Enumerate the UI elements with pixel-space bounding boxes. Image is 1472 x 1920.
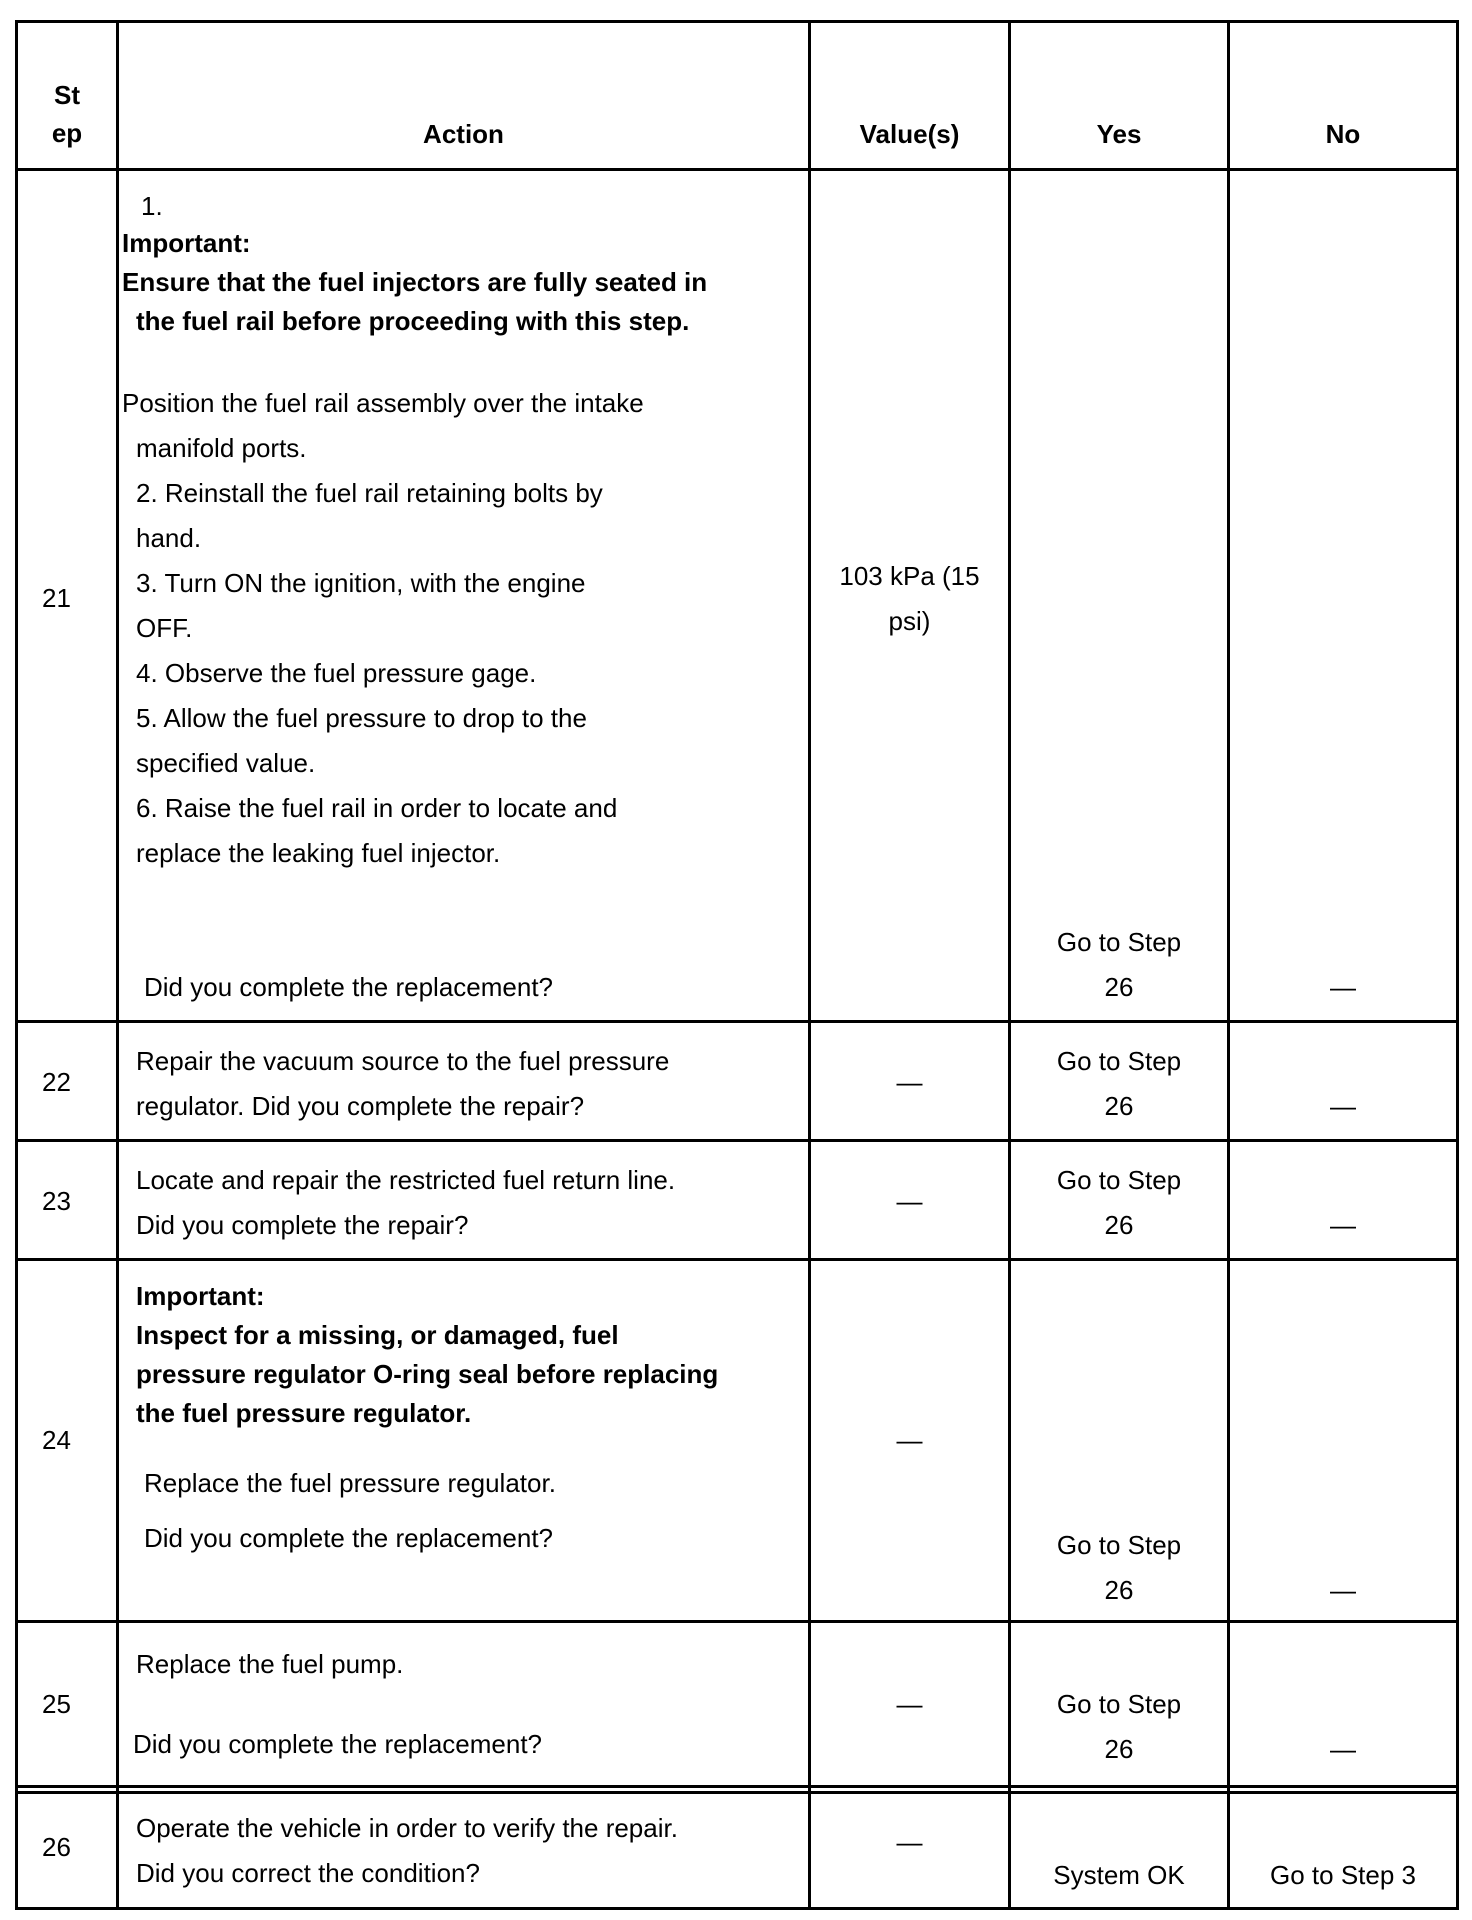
- row-rule-25: [15, 1785, 1459, 1788]
- row25-yes-2: 26: [1104, 1734, 1134, 1764]
- step-22: 22: [42, 1067, 71, 1097]
- row23-action-2: Did you complete the repair?: [136, 1210, 469, 1240]
- row23-no: —: [1330, 1210, 1356, 1240]
- table-border-top: [15, 20, 1459, 23]
- row21-action-p1: Position the fuel rail assembly over the intake: [122, 388, 644, 418]
- row21-step5a: 5. Allow the fuel pressure to drop to the: [136, 703, 587, 733]
- step-21: 21: [42, 583, 71, 613]
- row26-yes: System OK: [1053, 1860, 1185, 1890]
- col-border-left: [15, 20, 18, 1910]
- row21-important-1: Ensure that the fuel injectors are fully seated in: [122, 267, 708, 297]
- row26-action-1: Operate the vehicle in order to verify the repair.: [136, 1813, 678, 1843]
- row25-no: —: [1330, 1734, 1356, 1764]
- header-action: Action: [423, 119, 504, 149]
- header-yes: Yes: [1096, 119, 1142, 149]
- row23-yes-1: Go to Step: [1056, 1165, 1182, 1195]
- header-no: No: [1325, 119, 1361, 149]
- row21-yes-2: 26: [1104, 972, 1134, 1002]
- row-rule-23: [15, 1258, 1459, 1261]
- row22-value: —: [896, 1067, 923, 1097]
- col-rule-action: [808, 20, 811, 1910]
- row21-step6a: 6. Raise the fuel rail in order to locate and: [136, 793, 618, 823]
- row24-important: Important:: [136, 1281, 265, 1311]
- row22-yes-1: Go to Step: [1056, 1046, 1182, 1076]
- row22-yes-2: 26: [1104, 1091, 1134, 1121]
- row25-value: —: [896, 1689, 923, 1719]
- row-rule-21: [15, 1020, 1459, 1023]
- row21-step2a: 2. Reinstall the fuel rail retaining bolts by: [136, 478, 603, 508]
- step-26: 26: [42, 1832, 71, 1862]
- row24-yes-1: Go to Step: [1056, 1530, 1182, 1560]
- row21-question: Did you complete the replacement?: [144, 972, 554, 1002]
- header-step-line2: ep: [51, 118, 83, 148]
- row21-step5b: specified value.: [136, 748, 316, 778]
- row23-yes-2: 26: [1104, 1210, 1134, 1240]
- row26-no: Go to Step 3: [1270, 1860, 1416, 1890]
- row-rule-22: [15, 1139, 1459, 1142]
- row21-step3b: OFF.: [136, 613, 193, 643]
- row-rule-24: [15, 1620, 1459, 1623]
- row21-important-2: the fuel rail before proceeding with this step.: [136, 306, 690, 336]
- row24-important-1: Inspect for a missing, or damaged, fuel: [136, 1320, 619, 1350]
- row21-value-1: 103 kPa (15: [839, 561, 980, 591]
- col-border-right: [1456, 20, 1459, 1910]
- step-23: 23: [42, 1186, 71, 1216]
- row24-no: —: [1330, 1575, 1356, 1605]
- header-step-line1: St: [54, 80, 80, 110]
- row21-step4: 4. Observe the fuel pressure gage.: [136, 658, 537, 688]
- row21-line0: 1.: [141, 191, 163, 221]
- row25-action-1: Replace the fuel pump.: [136, 1649, 404, 1679]
- row21-no: —: [1330, 972, 1356, 1002]
- row22-action-1: Repair the vacuum source to the fuel pressure: [136, 1046, 670, 1076]
- row25-yes-1: Go to Step: [1056, 1689, 1182, 1719]
- header-step: [18, 76, 116, 152]
- row23-value: —: [896, 1186, 923, 1216]
- row24-important-2: pressure regulator O-ring seal before replacing: [136, 1359, 719, 1389]
- row22-no: —: [1330, 1091, 1356, 1121]
- table-border-bottom: [15, 1907, 1459, 1910]
- row24-action-1: Replace the fuel pressure regulator.: [144, 1468, 556, 1498]
- row25-action-2: Did you complete the replacement?: [133, 1729, 543, 1759]
- row23-action-1: Locate and repair the restricted fuel return line.: [136, 1165, 676, 1195]
- row21-step3a: 3. Turn ON the ignition, with the engine: [136, 568, 586, 598]
- row24-action-2: Did you complete the replacement?: [144, 1523, 554, 1553]
- row21-important: Important:: [122, 228, 251, 258]
- header-rule: [15, 168, 1459, 171]
- row24-value: —: [896, 1425, 923, 1455]
- row24-important-3: the fuel pressure regulator.: [136, 1398, 472, 1428]
- step-24: 24: [42, 1425, 71, 1455]
- row21-yes-1: Go to Step: [1056, 927, 1182, 957]
- row21-action-p2: manifold ports.: [136, 433, 307, 463]
- row-rule-25b: [15, 1791, 1459, 1794]
- row26-value: —: [896, 1827, 923, 1857]
- col-rule-step: [116, 20, 119, 1910]
- row21-value-2: psi): [888, 606, 931, 636]
- row22-action-2: regulator. Did you complete the repair?: [136, 1091, 585, 1121]
- row21-step6b: replace the leaking fuel injector.: [136, 838, 501, 868]
- row24-yes-2: 26: [1104, 1575, 1134, 1605]
- row26-action-2: Did you correct the condition?: [136, 1858, 480, 1888]
- row21-step2b: hand.: [136, 523, 202, 553]
- diagnostic-table: [15, 20, 1459, 1910]
- header-values: Value(s): [859, 119, 960, 149]
- step-25: 25: [42, 1689, 71, 1719]
